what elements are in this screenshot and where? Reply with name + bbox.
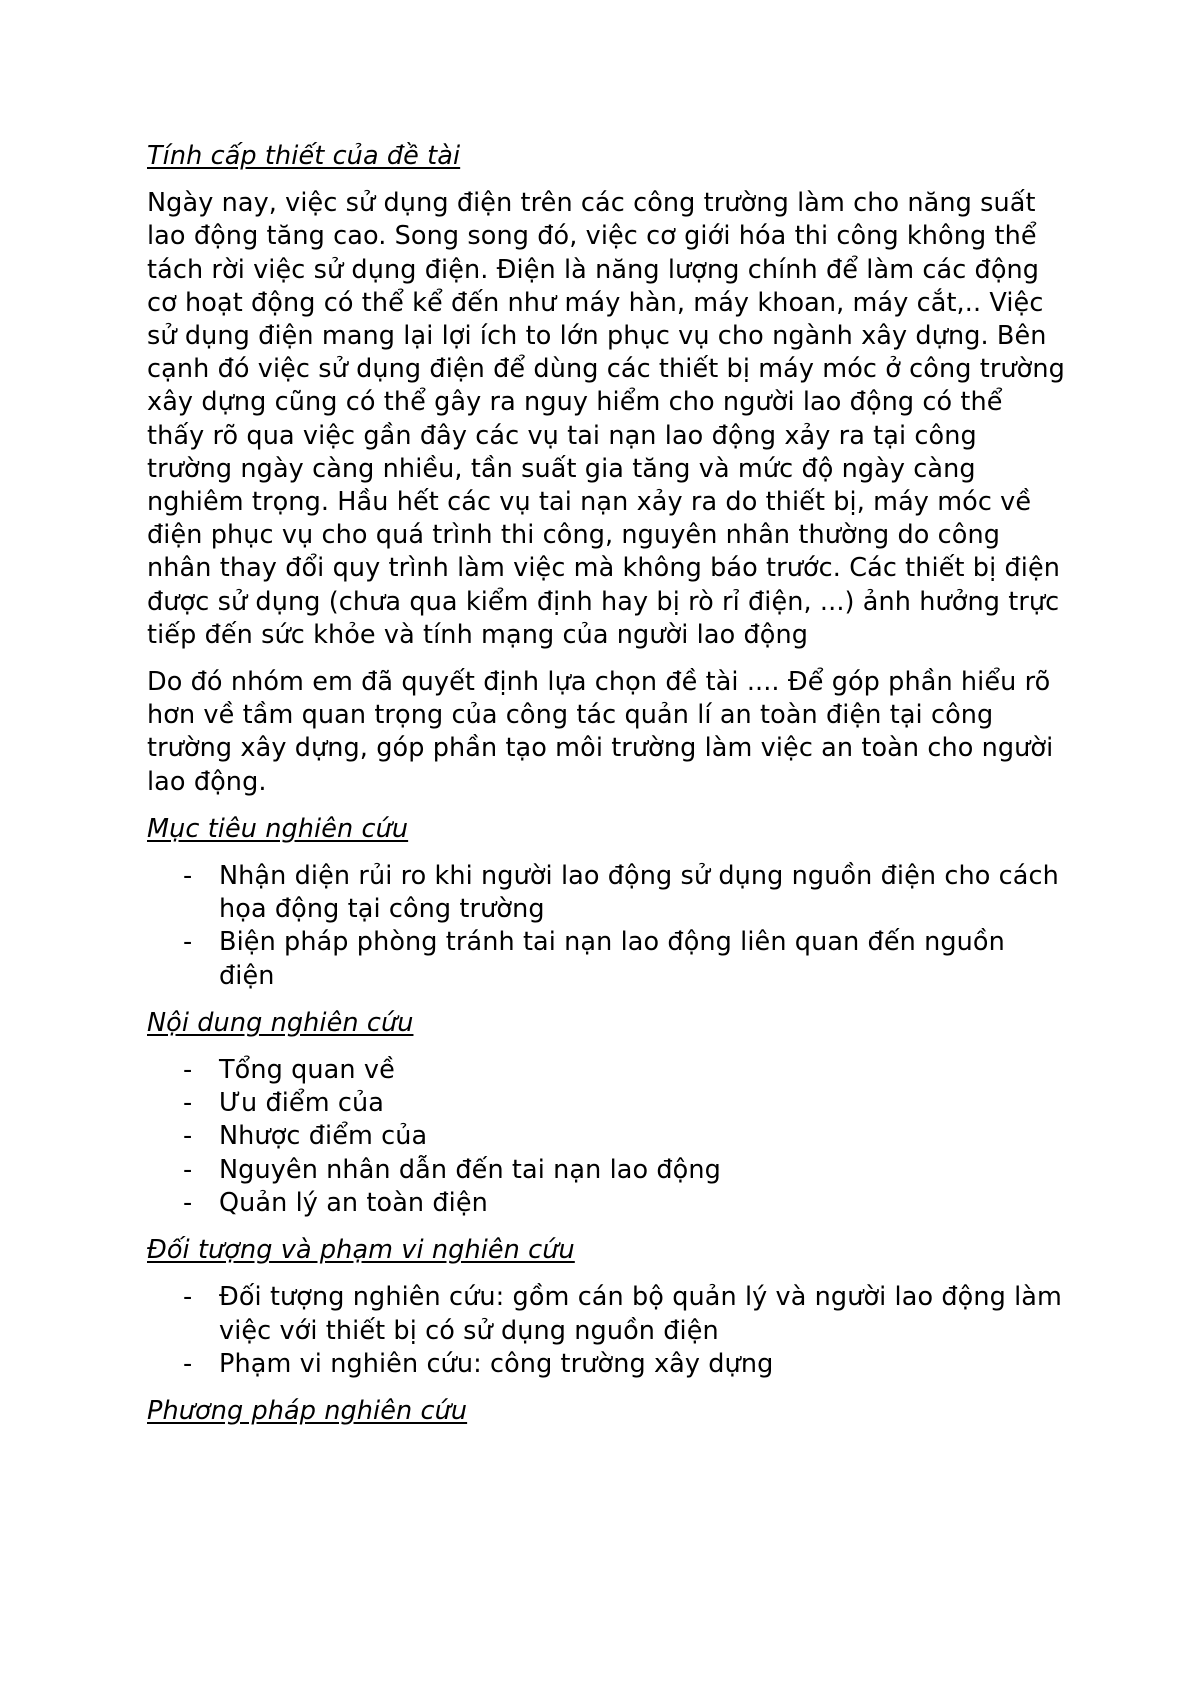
list-item-text: Ưu điểm của	[219, 1088, 384, 1119]
list-item-text: Nhược điểm của	[219, 1121, 428, 1152]
list-item-text: Nhận diện rủi ro khi người lao động sử dụng nguồn điện cho cách họa động tại công trường	[219, 861, 1059, 925]
section-heading-objectives: Mục tiêu nghiên cứu	[147, 813, 409, 844]
section-heading-methods: Phương pháp nghiên cứu	[147, 1395, 468, 1426]
bullet-dash: -	[183, 1187, 193, 1218]
list-item	[147, 1120, 1067, 1153]
bullet-dash: -	[183, 1282, 193, 1313]
list-item	[147, 1154, 1067, 1187]
bullet-dash: -	[183, 1121, 193, 1152]
list-item-text: Nguyên nhân dẫn đến tai nạn lao động	[219, 1154, 721, 1185]
document-page	[147, 140, 1067, 1442]
section-methods	[147, 1395, 1067, 1428]
list-item-text: Tổng quan về	[219, 1055, 395, 1086]
list-item-text: Quản lý an toàn điện	[219, 1187, 488, 1218]
scope-list	[147, 1281, 1067, 1381]
list-item-text: Đối tượng nghiên cứu: gồm cán bộ quản lý và người lao động làm việc với thiết bị có sử dụng nguồn điện	[219, 1282, 1062, 1346]
section-heading-scope: Đối tượng và phạm vi nghiên cứu	[147, 1235, 575, 1266]
bullet-dash: -	[183, 927, 193, 958]
list-item	[147, 1187, 1067, 1220]
list-item	[147, 1348, 1067, 1381]
bullet-dash: -	[183, 1348, 193, 1379]
list-item	[147, 1087, 1067, 1120]
section-heading-urgency: Tính cấp thiết của đề tài	[147, 141, 461, 171]
bullet-dash: -	[183, 1154, 193, 1185]
list-item	[147, 1054, 1067, 1087]
section-content	[147, 1007, 1067, 1220]
bullet-dash: -	[183, 1088, 193, 1119]
section-urgency	[147, 140, 1067, 799]
bullet-dash: -	[183, 1055, 193, 1086]
objectives-list	[147, 860, 1067, 993]
list-item-text: Phạm vi nghiên cứu: công trường xây dựng	[219, 1348, 774, 1379]
section-objectives	[147, 813, 1067, 993]
list-item-text: Biện pháp phòng tránh tai nạn lao động liên quan đến nguồn điện	[219, 927, 1005, 991]
bullet-dash: -	[183, 861, 193, 892]
section-heading-content: Nội dung nghiên cứu	[147, 1007, 414, 1038]
section-scope	[147, 1234, 1067, 1381]
paragraph-urgency-1: Ngày nay, việc sử dụng điện trên các công trường làm cho năng suất lao động tăng cao. Song song đó, việc cơ giới hóa thi công không thể tách rời việc sử dụng điện. Điện là năng lượng chính để làm các động cơ hoạt động có thể kể đến như máy hàn, máy khoan, máy cắt,.. Việc sử dụng điện mang lại lợi ích to lớn phục vụ cho ngành xây dựng. Bên cạnh đó việc sử dụng điện để dùng các thiết bị máy móc ở công trường xây dựng cũng có thể gây ra nguy hiểm cho người lao động có thể thấy rõ qua việc gần đây các vụ tai nạn lao động xảy ra tại công trường ngày càng nhiều, tần suất gia tăng và mức độ ngày càng nghiêm trọng. Hầu hết các vụ tai nạn xảy ra do thiết bị, máy móc về điện phục vụ cho quá trình thi công, nguyên nhân thường do công nhân thay đổi quy trình làm việc mà không báo trước. Các thiết bị điện được sử dụng (chưa qua kiểm định hay bị rò rỉ điện, ...) ảnh hưởng trực tiếp đến sức khỏe và tính mạng của người lao động	[147, 188, 1065, 650]
paragraph-urgency-2: Do đó nhóm em đã quyết định lựa chọn đề tài .... Để góp phần hiểu rõ hơn về tầm quan trọng của công tác quản lí an toàn điện tại công trường xây dựng, góp phần tạo môi trường làm việc an toàn cho người lao động.	[147, 667, 1054, 797]
list-item	[147, 926, 1067, 992]
list-item	[147, 1281, 1067, 1347]
content-list	[147, 1054, 1067, 1220]
list-item	[147, 860, 1067, 926]
